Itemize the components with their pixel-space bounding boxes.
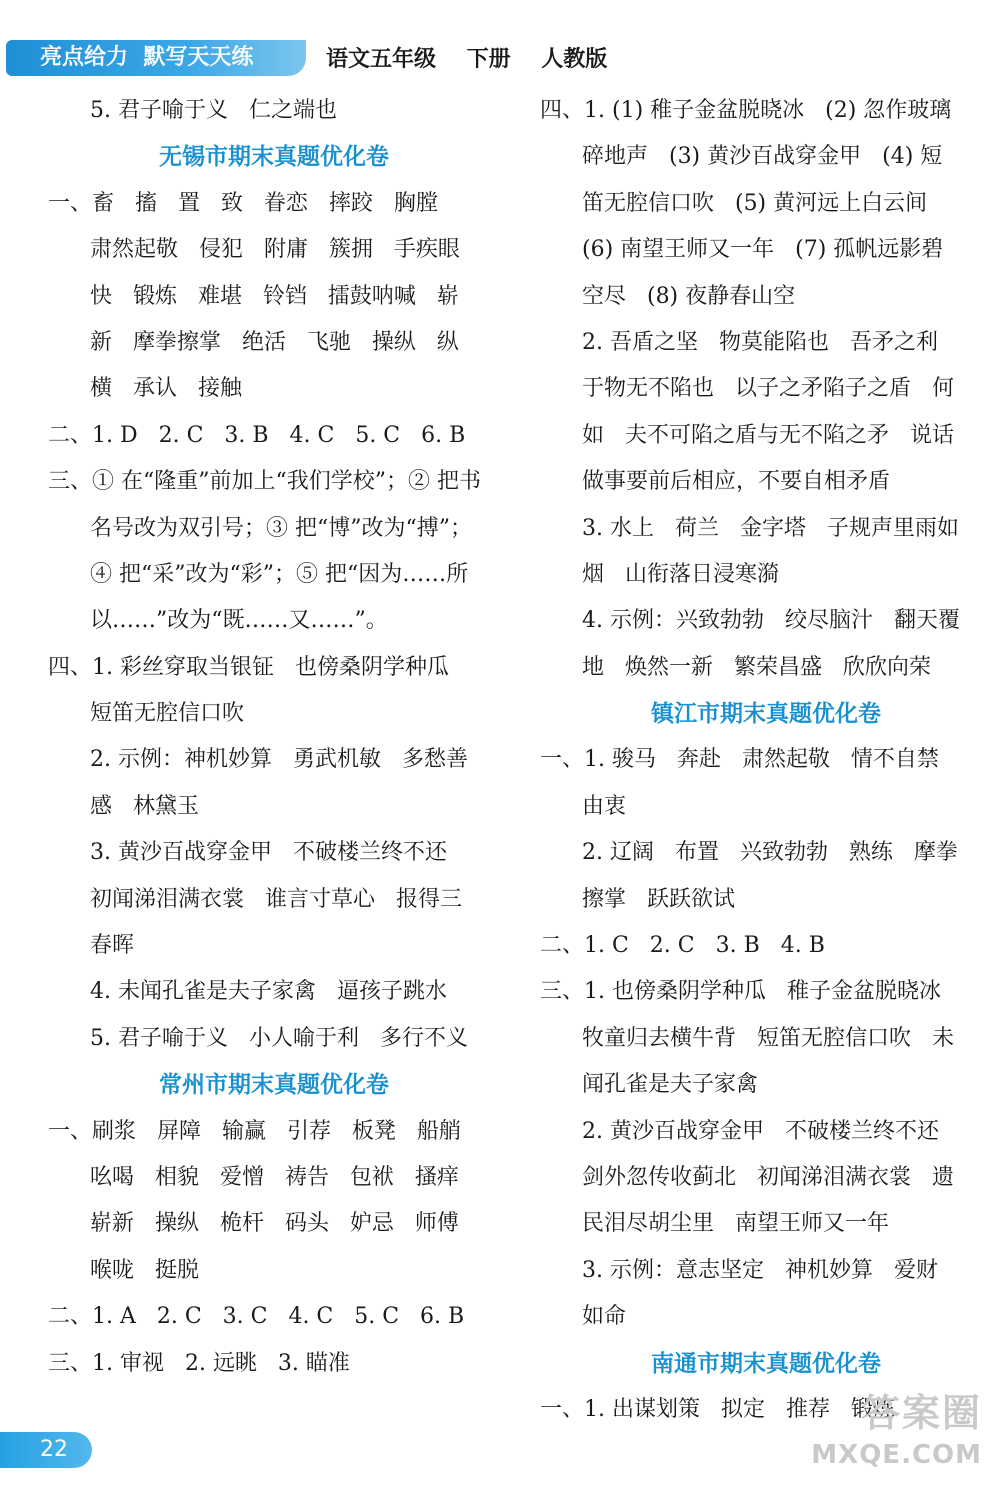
answer-line: 烟 山衔落日浸寒漪 xyxy=(582,561,779,587)
answer-line: 新 摩拳擦掌 绝活 飞驰 操纵 纵 xyxy=(90,329,459,355)
answer-line: 横 承认 接触 xyxy=(90,376,242,402)
answer-line: 初闻涕泪满衣裳 谁言寸草心 报得三 xyxy=(90,886,462,912)
series-badge: 亮点给力 默写天天练 xyxy=(6,40,306,76)
answer-line: 由衷 xyxy=(582,793,627,819)
answer-line: 5. 君子喻于义 小人喻于利 多行不义 xyxy=(90,1025,468,1051)
answer-line: 剑外忽传收蓟北 初闻涕泪满衣裳 遗 xyxy=(582,1164,954,1190)
answer-line: 肃然起敬 侵犯 附庸 簇拥 手疾眼 xyxy=(90,237,460,263)
answer-line: 二、1. A 2. C 3. C 4. C 5. C 6. B xyxy=(48,1304,465,1330)
answer-line: 闻孔雀是夫子家禽 xyxy=(582,1072,759,1098)
answer-line: 擦掌 跃跃欲试 xyxy=(582,886,735,912)
answer-line: 如 夫不可陷之盾与无不陷之矛 说话 xyxy=(582,422,954,448)
answer-line: 2. 吾盾之坚 物莫能陷也 吾矛之利 xyxy=(582,329,938,355)
answer-line: 牧童归去横牛背 短笛无腔信口吹 未 xyxy=(582,1025,954,1051)
answer-line: 名号改为双引号；③ 把“博”改为“搏”； xyxy=(90,515,472,541)
answer-line: 喉咙 挺脱 xyxy=(90,1257,199,1283)
answer-line: 空尽 (8) 夜静春山空 xyxy=(582,283,796,309)
answer-line: 做事要前后相应，不要自相矛盾 xyxy=(582,469,891,495)
answer-line: 民泪尽胡尘里 南望王师又一年 xyxy=(582,1211,889,1237)
answer-line: 四、1. (1) 稚子金盆脱晓冰 (2) 忽作玻璃 xyxy=(540,98,952,123)
right-column xyxy=(540,88,992,1433)
answer-line: 4. 示例：兴致勃勃 绞尽脑汁 翻天覆 xyxy=(582,608,960,634)
answer-line: 笛无腔信口吹 (5) 黄河远上白云间 xyxy=(582,190,928,216)
answer-line: 短笛无腔信口吹 xyxy=(90,701,245,727)
section-heading: 常州市期末真题优化卷 xyxy=(159,1072,389,1099)
answer-line: (6) 南望王师又一年 (7) 孤帆远影碧 xyxy=(582,237,944,263)
watermark-logo xyxy=(782,1388,982,1478)
answer-line: ④ 把“采”改为“彩”；⑤ 把“因为……所 xyxy=(90,561,469,587)
answer-line: 二、1. D 2. C 3. B 4. C 5. C 6. B xyxy=(48,422,466,448)
answer-line: 以……”改为“既……又……”。 xyxy=(90,608,388,634)
answer-line: 吆喝 相貌 爱憎 祷告 包袱 搔痒 xyxy=(90,1164,459,1190)
answer-line: 2. 辽阔 布置 兴致勃勃 熟练 摩拳 xyxy=(582,840,958,866)
answer-line: 三、1. 审视 2. 远眺 3. 瞄准 xyxy=(48,1350,350,1376)
answer-line: 如命 xyxy=(582,1304,627,1330)
answer-line: 崭新 操纵 桅杆 码头 妒忌 师傅 xyxy=(90,1211,459,1237)
answer-line: 春晖 xyxy=(90,933,135,959)
answer-line: 三、1. 也傍桑阴学种瓜 稚子金盆脱晓冰 xyxy=(540,979,941,1005)
page-number: 22 xyxy=(0,1432,92,1468)
answer-line: 3. 水上 荷兰 金字塔 子规声里雨如 xyxy=(582,515,959,541)
answer-line: 2. 示例：神机妙算 勇武机敏 多愁善 xyxy=(90,747,468,773)
answer-line: 于物无不陷也 以子之矛陷子之盾 何 xyxy=(582,376,954,402)
section-heading: 无锡市期末真题优化卷 xyxy=(159,144,389,171)
page-header xyxy=(0,38,1000,80)
answer-line: 2. 黄沙百战穿金甲 不破楼兰终不还 xyxy=(582,1118,939,1144)
book-title: 语文五年级 下册 人教版 xyxy=(326,47,608,72)
answer-line: 4. 未闻孔雀是夫子家禽 逼孩子跳水 xyxy=(90,979,447,1005)
left-column xyxy=(48,88,500,1387)
watermark-top: 答案圈 xyxy=(861,1391,982,1435)
answer-line: 地 焕然一新 繁荣昌盛 欣欣向荣 xyxy=(582,654,931,680)
watermark-bottom: MXQE.COM xyxy=(811,1440,982,1470)
answer-line: 一、1. 出谋划策 拟定 推荐 锻炼 xyxy=(540,1396,895,1422)
answer-line: 3. 黄沙百战穿金甲 不破楼兰终不还 xyxy=(90,840,447,866)
answer-line: 3. 示例：意志坚定 神机妙算 爱财 xyxy=(582,1257,938,1283)
answer-line: 快 锻炼 难堪 铃铛 擂鼓呐喊 崭 xyxy=(90,283,459,309)
answer-line: 碎地声 (3) 黄沙百战穿金甲 (4) 短 xyxy=(582,144,943,170)
answer-line: 二、1. C 2. C 3. B 4. B xyxy=(540,933,825,959)
answer-line: 感 林黛玉 xyxy=(90,793,199,819)
answer-line: 一、刷浆 屏障 输赢 引荐 板凳 船艄 xyxy=(48,1118,461,1144)
answer-line: 5. 君子喻于义 仁之端也 xyxy=(90,98,337,123)
answer-line: 一、畜 搐 置 致 眷恋 摔跤 胸膛 xyxy=(48,190,438,216)
section-heading: 镇江市期末真题优化卷 xyxy=(651,701,881,728)
answer-line: 四、1. 彩丝穿取当银钲 也傍桑阴学种瓜 xyxy=(48,654,449,680)
answer-line: 一、1. 骏马 奔赴 肃然起敬 情不自禁 xyxy=(540,747,939,773)
answer-line: 三、① 在“隆重”前加上“我们学校”；② 把书 xyxy=(48,469,481,495)
section-heading: 南通市期末真题优化卷 xyxy=(651,1350,881,1377)
